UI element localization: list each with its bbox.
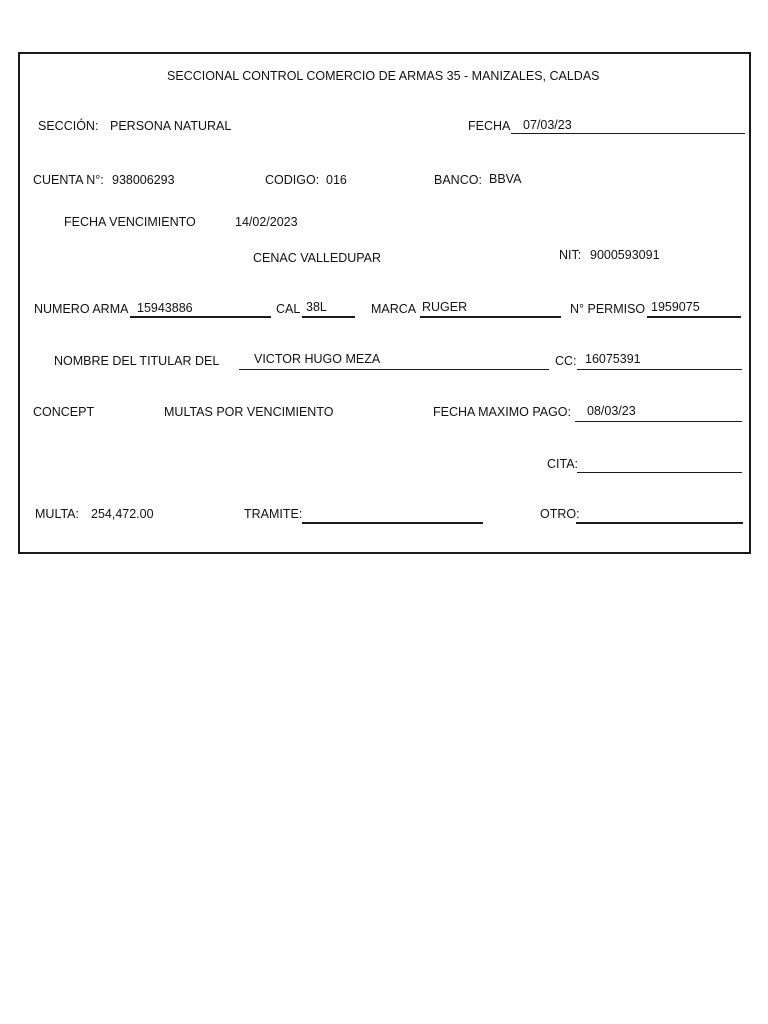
titular-underline — [239, 369, 549, 370]
titular-value: VICTOR HUGO MEZA — [254, 352, 381, 366]
marca-label: MARCA — [371, 302, 417, 316]
titular-label: NOMBRE DEL TITULAR DEL — [54, 354, 220, 368]
cal-value: 38L — [306, 300, 327, 314]
nit-label: NIT: — [559, 248, 582, 262]
fecha-value: 07/03/23 — [523, 118, 572, 132]
permiso-label: N° PERMISO — [570, 302, 646, 316]
cita-underline — [577, 472, 742, 473]
section-value: PERSONA NATURAL — [110, 119, 232, 133]
cita-label: CITA: — [547, 457, 579, 471]
otro-underline — [576, 522, 743, 524]
multa-label: MULTA: — [35, 507, 79, 521]
max-pago-underline — [575, 421, 742, 422]
cuenta-label: CUENTA N°: — [33, 173, 104, 187]
multa-value: 254,472.00 — [91, 507, 154, 521]
marca-underline — [420, 316, 561, 318]
cc-label: CC: — [555, 354, 577, 368]
permiso-underline — [647, 316, 741, 318]
tramite-label: TRAMITE: — [244, 507, 303, 521]
fecha-underline — [511, 133, 745, 134]
cal-underline — [302, 316, 355, 318]
cal-label: CAL — [276, 302, 301, 316]
vencimiento-label: FECHA VENCIMIENTO — [64, 215, 196, 229]
cuenta-value: 938006293 — [112, 173, 175, 187]
entity-name: CENAC VALLEDUPAR — [253, 251, 382, 265]
max-pago-label: FECHA MAXIMO PAGO: — [433, 405, 571, 419]
cc-underline — [577, 369, 742, 370]
banco-label: BANCO: — [434, 173, 482, 187]
fecha-label: FECHA — [468, 119, 511, 133]
concepto-value: MULTAS POR VENCIMIENTO — [164, 405, 334, 419]
numero-arma-value: 15943886 — [137, 301, 193, 315]
banco-value: BBVA — [489, 172, 522, 186]
codigo-label: CODIGO: — [265, 173, 320, 187]
otro-label: OTRO: — [540, 507, 580, 521]
marca-value: RUGER — [422, 300, 468, 314]
codigo-value: 016 — [326, 173, 347, 187]
vencimiento-value: 14/02/2023 — [235, 215, 298, 229]
max-pago-value: 08/03/23 — [587, 404, 636, 418]
section-label: SECCIÓN: — [38, 119, 99, 133]
tramite-underline — [302, 522, 483, 524]
concepto-label: CONCEPT — [33, 405, 95, 419]
form-title: SECCIONAL CONTROL COMERCIO DE ARMAS 35 - MANIZALES, CALDAS — [167, 69, 600, 83]
permiso-value: 1959075 — [651, 300, 700, 314]
cc-value: 16075391 — [585, 352, 641, 366]
numero-arma-underline — [130, 316, 271, 318]
nit-value: 9000593091 — [590, 248, 660, 262]
numero-arma-label: NUMERO ARMA — [34, 302, 129, 316]
